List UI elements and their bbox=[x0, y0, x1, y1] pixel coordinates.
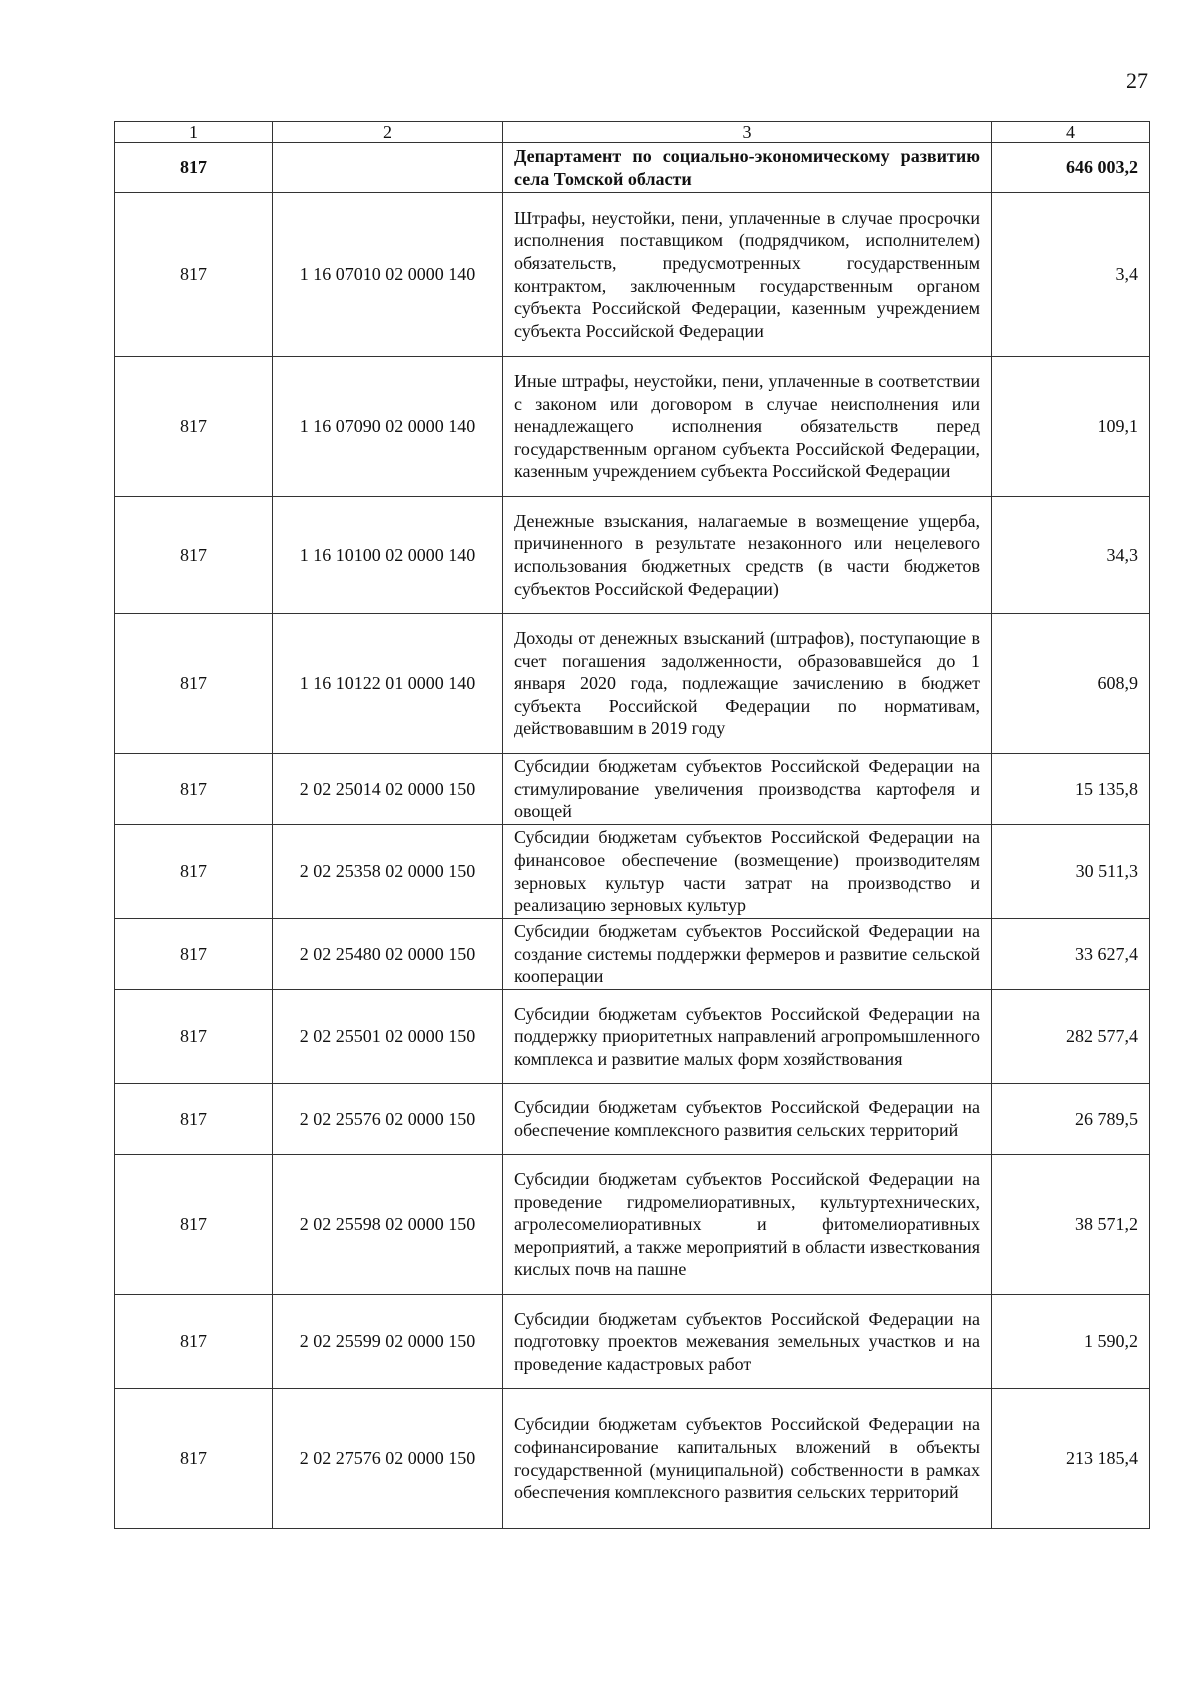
column-header: 1 bbox=[115, 122, 273, 143]
budget-code-cell: 1 16 10100 02 0000 140 bbox=[273, 497, 503, 614]
amount-cell: 34,3 bbox=[992, 497, 1150, 614]
table-row bbox=[115, 754, 1150, 825]
table-row bbox=[115, 1295, 1150, 1389]
table-row bbox=[115, 193, 1150, 357]
revenue-name-cell: Денежные взыскания, налагаемые в возмещение ущерба, причиненного в результате незаконного или нецелевого использования бюджетных средств (в части бюджетов субъектов Российской Федерации) bbox=[503, 497, 992, 614]
department-name-cell: Департамент по социально-экономическому развитию села Томской области bbox=[503, 143, 992, 193]
budget-code-cell: 1 16 07090 02 0000 140 bbox=[273, 357, 503, 497]
column-header: 2 bbox=[273, 122, 503, 143]
admin-code-cell: 817 bbox=[115, 1084, 273, 1155]
budget-code-cell: 2 02 25599 02 0000 150 bbox=[273, 1295, 503, 1389]
revenue-name-cell: Субсидии бюджетам субъектов Российской Федерации на софинансирование капитальных вложений в объекты государственной (муниципальной) собственности в рамках обеспечения комплексного развития сельских территорий bbox=[503, 1389, 992, 1529]
table-row bbox=[115, 497, 1150, 614]
revenue-name-cell: Субсидии бюджетам субъектов Российской Федерации на поддержку приоритетных направлений агропромышленного комплекса и развитие малых форм хозяйствования bbox=[503, 990, 992, 1084]
revenue-name-cell: Штрафы, неустойки, пени, уплаченные в случае просрочки исполнения поставщиком (подрядчиком, исполнителем) обязательств, предусмотренных государственным контрактом, заключенным государственным органом субъекта Российской Федерации, казенным учреждением субъекта Российской Федерации bbox=[503, 193, 992, 357]
amount-cell: 38 571,2 bbox=[992, 1155, 1150, 1295]
budget-code-cell: 2 02 25014 02 0000 150 bbox=[273, 754, 503, 825]
budget-code-cell: 2 02 25480 02 0000 150 bbox=[273, 919, 503, 990]
revenue-name-cell: Субсидии бюджетам субъектов Российской Федерации на проведение гидромелиоративных, культуртехнических, агролесомелиоративных и фитомелиоративных мероприятий, а также мероприятий в области известкования кислых почв на пашне bbox=[503, 1155, 992, 1295]
amount-cell: 3,4 bbox=[992, 193, 1150, 357]
amount-cell: 26 789,5 bbox=[992, 1084, 1150, 1155]
table-row bbox=[115, 1389, 1150, 1529]
revenue-name-cell: Субсидии бюджетам субъектов Российской Федерации на создание системы поддержки фермеров и развитие сельской кооперации bbox=[503, 919, 992, 990]
department-row bbox=[115, 143, 1150, 193]
revenue-name-cell: Субсидии бюджетам субъектов Российской Федерации на стимулирование увеличения производства картофеля и овощей bbox=[503, 754, 992, 825]
admin-code-cell: 817 bbox=[115, 614, 273, 754]
table-row bbox=[115, 919, 1150, 990]
budget-code-cell: 2 02 25576 02 0000 150 bbox=[273, 1084, 503, 1155]
admin-code-cell: 817 bbox=[115, 1389, 273, 1529]
admin-code-cell: 817 bbox=[115, 754, 273, 825]
budget-code-cell: 2 02 27576 02 0000 150 bbox=[273, 1389, 503, 1529]
revenue-name-cell: Иные штрафы, неустойки, пени, уплаченные в соответствии с законом или договором в случае неисполнения или ненадлежащего исполнения обязательств перед государственным органом субъекта Российской Федерации, казенным учреждением субъекта Российской Федерации bbox=[503, 357, 992, 497]
admin-code-cell: 817 bbox=[115, 357, 273, 497]
table-row bbox=[115, 1084, 1150, 1155]
page-number: 27 bbox=[1126, 68, 1148, 93]
budget-code-cell: 1 16 07010 02 0000 140 bbox=[273, 193, 503, 357]
admin-code-cell: 817 bbox=[115, 919, 273, 990]
revenue-name-cell: Доходы от денежных взысканий (штрафов), поступающие в счет погашения задолженности, образовавшейся до 1 января 2020 года, подлежащие зачислению в бюджет субъекта Российской Федерации по нормативам, действовавшим в 2019 году bbox=[503, 614, 992, 754]
department-total-cell: 646 003,2 bbox=[992, 143, 1150, 193]
amount-cell: 15 135,8 bbox=[992, 754, 1150, 825]
admin-code-cell: 817 bbox=[115, 1155, 273, 1295]
amount-cell: 608,9 bbox=[992, 614, 1150, 754]
admin-code-cell: 817 bbox=[115, 193, 273, 357]
revenue-name-cell: Субсидии бюджетам субъектов Российской Федерации на финансовое обеспечение (возмещение) производителям зерновых культур части затрат на производство и реализацию зерновых культур bbox=[503, 825, 992, 919]
column-header: 3 bbox=[503, 122, 992, 143]
column-number-row bbox=[115, 122, 1150, 143]
budget-code-cell: 2 02 25598 02 0000 150 bbox=[273, 1155, 503, 1295]
revenue-name-cell: Субсидии бюджетам субъектов Российской Федерации на подготовку проектов межевания земельных участков и на проведение кадастровых работ bbox=[503, 1295, 992, 1389]
budget-code-cell: 1 16 10122 01 0000 140 bbox=[273, 614, 503, 754]
admin-code-cell: 817 bbox=[115, 143, 273, 193]
table-row bbox=[115, 357, 1150, 497]
budget-code-cell: 2 02 25358 02 0000 150 bbox=[273, 825, 503, 919]
budget-code-cell bbox=[273, 143, 503, 193]
table-row bbox=[115, 990, 1150, 1084]
admin-code-cell: 817 bbox=[115, 497, 273, 614]
amount-cell: 213 185,4 bbox=[992, 1389, 1150, 1529]
revenue-name-cell: Субсидии бюджетам субъектов Российской Федерации на обеспечение комплексного развития сельских территорий bbox=[503, 1084, 992, 1155]
column-header: 4 bbox=[992, 122, 1150, 143]
amount-cell: 33 627,4 bbox=[992, 919, 1150, 990]
table-row bbox=[115, 614, 1150, 754]
admin-code-cell: 817 bbox=[115, 990, 273, 1084]
table-row bbox=[115, 1155, 1150, 1295]
table-row bbox=[115, 825, 1150, 919]
amount-cell: 1 590,2 bbox=[992, 1295, 1150, 1389]
revenue-table bbox=[114, 121, 1150, 1529]
admin-code-cell: 817 bbox=[115, 825, 273, 919]
amount-cell: 282 577,4 bbox=[992, 990, 1150, 1084]
admin-code-cell: 817 bbox=[115, 1295, 273, 1389]
budget-code-cell: 2 02 25501 02 0000 150 bbox=[273, 990, 503, 1084]
amount-cell: 30 511,3 bbox=[992, 825, 1150, 919]
amount-cell: 109,1 bbox=[992, 357, 1150, 497]
